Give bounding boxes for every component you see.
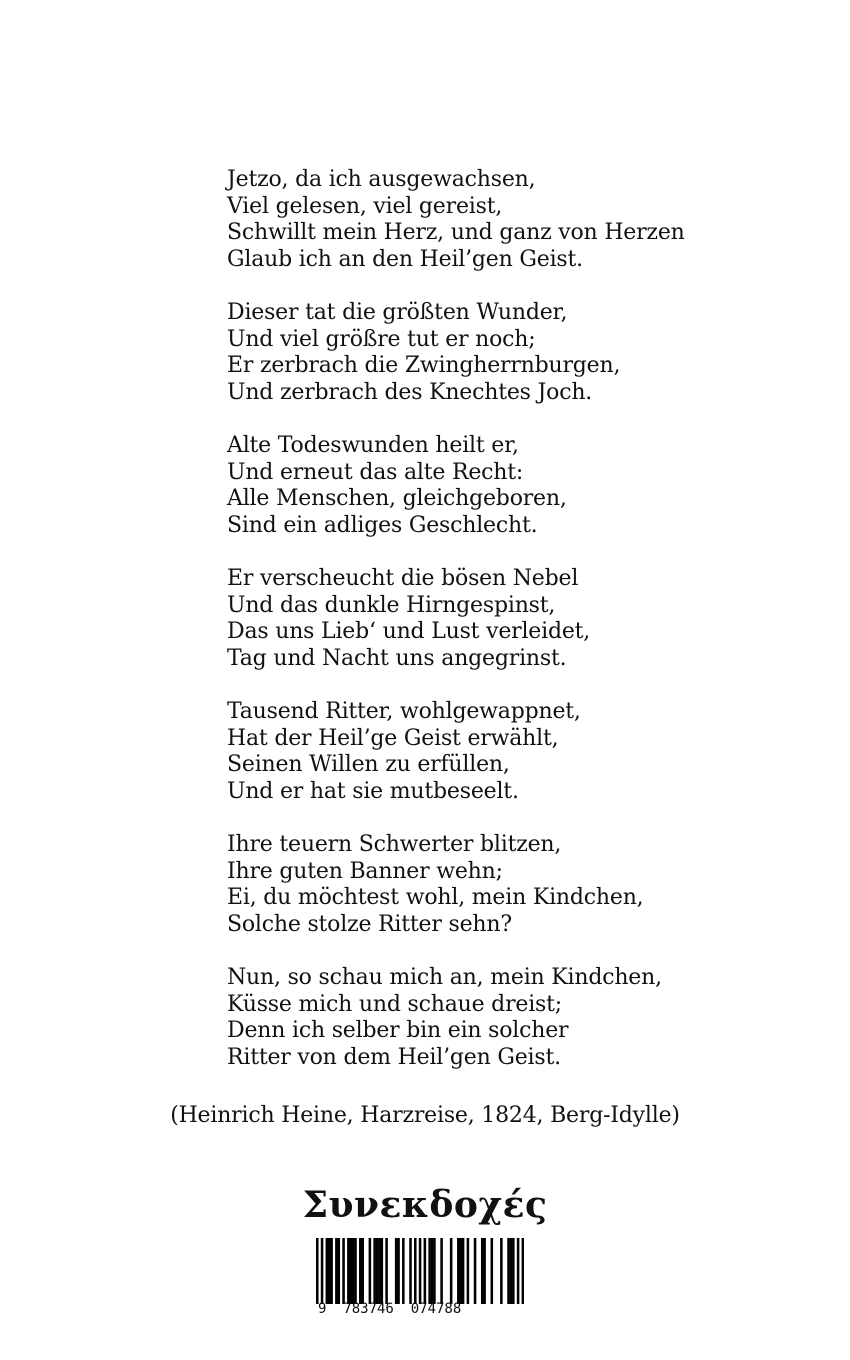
stanza — [227, 699, 787, 805]
barcode-bar — [409, 1238, 412, 1304]
poem-line: Und das dunkle Hirngespinst, — [227, 592, 556, 618]
barcode-bar — [450, 1238, 453, 1304]
stanza — [227, 965, 787, 1071]
poem-line: Und viel größre tut er noch; — [227, 326, 536, 352]
stanza — [227, 167, 787, 273]
poem-line: Und zerbrach des Knechtes Joch. — [227, 379, 593, 405]
poem-line: Dieser tat die größten Wunder, — [227, 300, 568, 325]
barcode-bar — [326, 1238, 329, 1304]
barcode-bar — [457, 1238, 460, 1304]
poem-line: Seinen Willen zu erfüllen, — [227, 752, 510, 777]
stanza — [227, 300, 787, 406]
barcode-bar — [373, 1238, 376, 1304]
barcode-bar — [328, 1238, 331, 1304]
barcode-bar — [342, 1238, 345, 1304]
barcode-bar — [397, 1238, 400, 1304]
barcode-bar — [419, 1238, 422, 1304]
poem-line: Ei, du möchtest wohl, mein Kindchen, — [227, 885, 644, 910]
publisher-logo: Συνεκδοχές — [302, 1184, 548, 1226]
poem-line: Solche stolze Ritter sehn? — [227, 911, 512, 937]
barcode-bar — [459, 1238, 462, 1304]
poem-attribution: (Heinrich Heine, Harzreise, 1824, Berg-Idylle) — [170, 1103, 680, 1128]
barcode-bar — [500, 1238, 503, 1304]
barcode-bar — [491, 1238, 494, 1304]
poem-line: Küsse mich und schaue dreist; — [227, 991, 562, 1017]
poem — [227, 167, 787, 1098]
barcode-bar — [481, 1238, 484, 1304]
barcode-bar — [361, 1238, 364, 1304]
poem-line: Nun, so schau mich an, mein Kindchen, — [227, 965, 662, 990]
barcode-bar — [462, 1238, 465, 1304]
barcode-bar — [352, 1238, 355, 1304]
barcode-bar — [414, 1238, 417, 1304]
poem-line: Denn ich selber bin ein solcher — [227, 1018, 569, 1043]
poem-line: Das uns Lieb‘ und Lust verleidet, — [227, 619, 591, 644]
barcode-bar — [316, 1238, 319, 1304]
barcode-bar — [428, 1238, 431, 1304]
poem-line: Alle Menschen, gleichgeboren, — [227, 486, 567, 511]
barcode-bar — [517, 1238, 520, 1304]
poem-line: Er zerbrach die Zwingherrnburgen, — [227, 353, 621, 378]
barcode-bar — [330, 1238, 333, 1304]
barcode-bar — [467, 1238, 470, 1304]
poem-line: Ritter von dem Heil’gen Geist. — [227, 1044, 561, 1070]
stanza — [227, 433, 787, 539]
barcode-bar — [376, 1238, 379, 1304]
barcode-bar — [433, 1238, 436, 1304]
barcode-bar — [321, 1238, 324, 1304]
barcode-bar — [507, 1238, 510, 1304]
poem-line: Hat der Heil’ge Geist erwählt, — [227, 725, 559, 751]
barcode-bar — [510, 1238, 513, 1304]
barcode-bar — [402, 1238, 405, 1304]
barcode-bar — [522, 1238, 524, 1304]
barcode-bar — [424, 1238, 427, 1304]
barcode-bar — [369, 1238, 372, 1304]
poem-line: Sind ein adliges Geschlecht. — [227, 512, 538, 538]
barcode-bar — [381, 1238, 384, 1304]
poem-line: Ihre guten Banner wehn; — [227, 858, 503, 884]
poem-line: Alte Todeswunden heilt er, — [227, 433, 519, 458]
barcode-bar — [440, 1238, 443, 1304]
poem-line: Glaub ich an den Heil’gen Geist. — [227, 246, 583, 272]
barcode-bar — [431, 1238, 434, 1304]
poem-line: Und erneut das alte Recht: — [227, 459, 524, 485]
poem-line: Ihre teuern Schwerter blitzen, — [227, 832, 562, 857]
barcode-bar — [378, 1238, 381, 1304]
poem-line: Tag und Nacht uns angegrinst. — [227, 645, 567, 671]
barcode-bar — [395, 1238, 398, 1304]
poem-line: Tausend Ritter, wohlgewappnet, — [227, 699, 581, 724]
barcode-bar — [474, 1238, 477, 1304]
isbn-number: 9 783746 074788 — [318, 1301, 462, 1317]
poem-line: Und er hat sie mutbeseelt. — [227, 778, 519, 804]
stanza — [227, 566, 787, 672]
poem-line: Jetzo, da ich ausgewachsen, — [227, 167, 536, 192]
barcode-bar — [385, 1238, 388, 1304]
barcode-bar — [483, 1238, 486, 1304]
barcode-bar — [354, 1238, 357, 1304]
barcode-bars — [316, 1238, 524, 1304]
barcode-bar — [347, 1238, 350, 1304]
barcode-bar — [335, 1238, 338, 1304]
barcode-bar — [512, 1238, 515, 1304]
stanza — [227, 832, 787, 938]
poem-line: Schwillt mein Herz, und ganz von Herzen — [227, 220, 685, 245]
poem-line: Viel gelesen, viel gereist, — [227, 193, 503, 219]
poem-line: Er verscheucht die bösen Nebel — [227, 566, 579, 591]
barcode-bar — [338, 1238, 341, 1304]
barcode-bar — [349, 1238, 352, 1304]
barcode-bar — [359, 1238, 362, 1304]
